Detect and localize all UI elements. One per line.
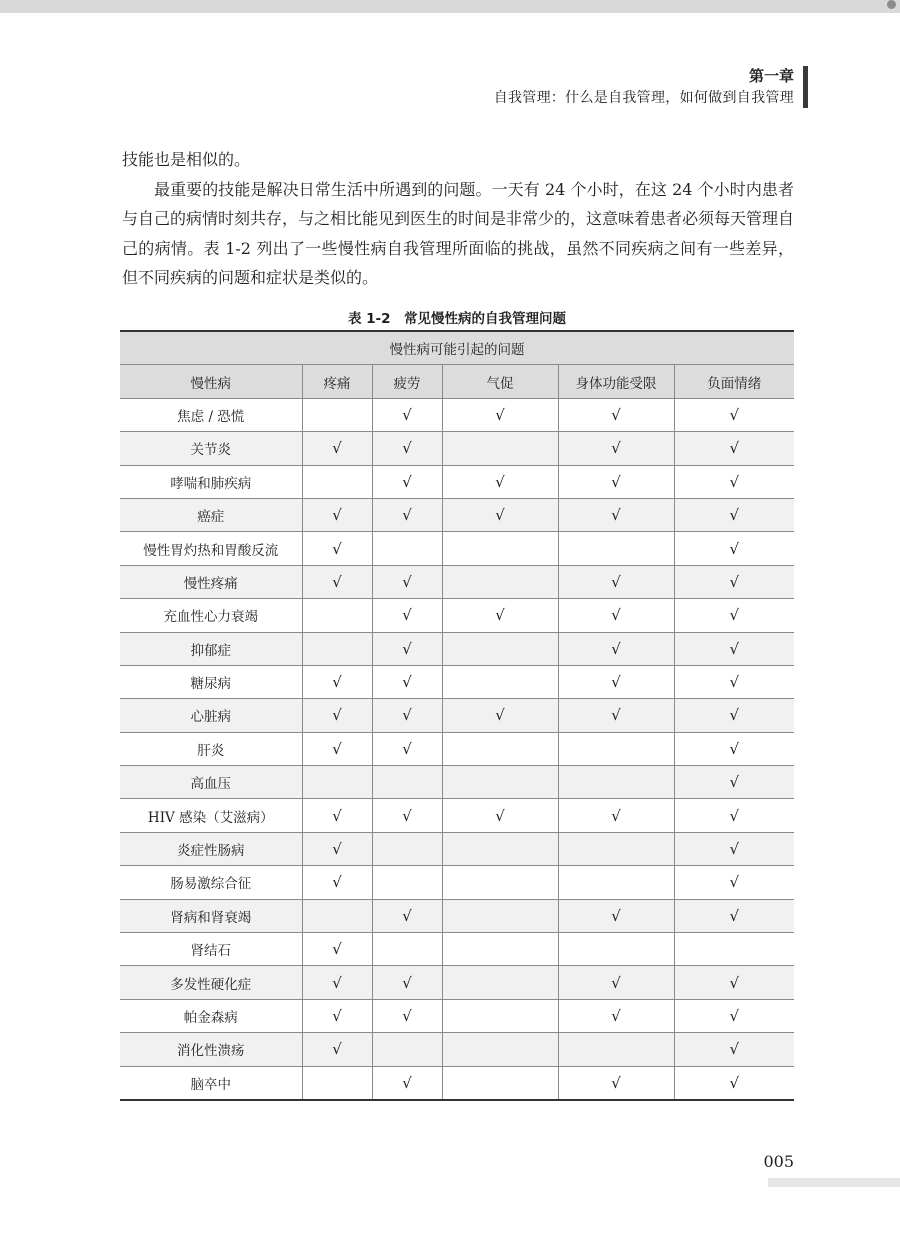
function-cell [558, 766, 674, 799]
function-cell: √ [558, 699, 674, 732]
emotion-cell: √ [674, 398, 794, 431]
disease-cell: 帕金森病 [120, 999, 302, 1032]
table-row [120, 866, 794, 899]
emotion-cell: √ [674, 532, 794, 565]
breath-cell: √ [442, 699, 558, 732]
page-band [768, 1178, 900, 1187]
fatigue-cell [372, 832, 442, 865]
fatigue-cell [372, 933, 442, 966]
emotion-cell: √ [674, 766, 794, 799]
breath-cell [442, 665, 558, 698]
disease-cell: 肾病和肾衰竭 [120, 899, 302, 932]
disease-cell: 心脏病 [120, 699, 302, 732]
function-cell [558, 532, 674, 565]
column-header-disease: 慢性病 [120, 365, 302, 398]
breath-cell [442, 565, 558, 598]
function-cell: √ [558, 498, 674, 531]
pain-cell [302, 465, 372, 498]
fatigue-cell [372, 532, 442, 565]
pain-cell [302, 1066, 372, 1100]
table-row [120, 732, 794, 765]
fatigue-cell: √ [372, 899, 442, 932]
emotion-cell: √ [674, 832, 794, 865]
table-row [120, 398, 794, 431]
table-row [120, 832, 794, 865]
fatigue-cell: √ [372, 498, 442, 531]
fatigue-cell: √ [372, 465, 442, 498]
column-header-pain: 疼痛 [302, 365, 372, 398]
disease-cell: 肝炎 [120, 732, 302, 765]
function-cell: √ [558, 899, 674, 932]
table-row [120, 498, 794, 531]
pain-cell: √ [302, 432, 372, 465]
breath-cell [442, 1033, 558, 1066]
breath-cell: √ [442, 465, 558, 498]
disease-cell: 脑卒中 [120, 1066, 302, 1100]
fatigue-cell: √ [372, 599, 442, 632]
paragraph-2: 最重要的技能是解决日常生活中所遇到的问题。一天有 24 个小时，在这 24 个小时内患者与自己的病情时刻共存，与之相比能见到医生的时间是非常少的，这意味着患者必须每天管理自己的病情。表 1-2 列出了一些慢性病自我管理所面临的挑战，虽然不同疾病之间有一些差异，但不同疾病的问题和症状是类似的。 [122, 179, 795, 287]
function-cell: √ [558, 465, 674, 498]
pain-cell: √ [302, 966, 372, 999]
fatigue-cell [372, 866, 442, 899]
fatigue-cell: √ [372, 665, 442, 698]
function-cell: √ [558, 665, 674, 698]
group-header: 慢性病可能引起的问题 [120, 331, 794, 365]
emotion-cell: √ [674, 465, 794, 498]
disease-cell: 抑郁症 [120, 632, 302, 665]
table-row [120, 999, 794, 1032]
breath-cell [442, 432, 558, 465]
body-text [122, 145, 794, 293]
table-body [120, 398, 794, 1100]
table-row [120, 699, 794, 732]
table-row [120, 966, 794, 999]
emotion-cell [674, 933, 794, 966]
function-cell [558, 866, 674, 899]
disease-cell: 充血性心力衰竭 [120, 599, 302, 632]
emotion-cell: √ [674, 632, 794, 665]
breath-cell [442, 732, 558, 765]
emotion-cell: √ [674, 966, 794, 999]
emotion-cell: √ [674, 665, 794, 698]
column-header-fatigue: 疲劳 [372, 365, 442, 398]
emotion-cell: √ [674, 498, 794, 531]
function-cell: √ [558, 398, 674, 431]
table-row [120, 766, 794, 799]
pain-cell [302, 599, 372, 632]
breath-cell [442, 966, 558, 999]
disease-cell: 哮喘和肺疾病 [120, 465, 302, 498]
header-rule [803, 66, 808, 108]
emotion-cell: √ [674, 565, 794, 598]
pain-cell: √ [302, 565, 372, 598]
disease-cell: 肾结石 [120, 933, 302, 966]
pain-cell: √ [302, 699, 372, 732]
pain-cell: √ [302, 732, 372, 765]
fatigue-cell: √ [372, 999, 442, 1032]
page-number: 005 [763, 1152, 794, 1171]
pain-cell [302, 632, 372, 665]
pain-cell: √ [302, 832, 372, 865]
function-cell: √ [558, 632, 674, 665]
pain-cell: √ [302, 1033, 372, 1066]
paragraph-1: 技能也是相似的。 [122, 150, 251, 169]
chapter-label: 第一章 [748, 67, 794, 85]
pain-cell: √ [302, 999, 372, 1032]
emotion-cell: √ [674, 1033, 794, 1066]
emotion-cell: √ [674, 899, 794, 932]
group-header-row [120, 331, 794, 365]
emotion-cell: √ [674, 732, 794, 765]
emotion-cell: √ [674, 799, 794, 832]
fatigue-cell [372, 1033, 442, 1066]
pain-cell [302, 398, 372, 431]
breath-cell [442, 766, 558, 799]
table-row [120, 899, 794, 932]
breath-cell [442, 999, 558, 1032]
table-row [120, 799, 794, 832]
table-row [120, 1033, 794, 1066]
breath-cell [442, 632, 558, 665]
table-row [120, 665, 794, 698]
table-row [120, 565, 794, 598]
pain-cell: √ [302, 933, 372, 966]
top-bar [0, 0, 900, 13]
table-row [120, 599, 794, 632]
function-cell: √ [558, 966, 674, 999]
pain-cell: √ [302, 532, 372, 565]
breath-cell [442, 866, 558, 899]
column-header-shortness-of-breath: 气促 [442, 365, 558, 398]
fatigue-cell: √ [372, 565, 442, 598]
emotion-cell: √ [674, 866, 794, 899]
corner-dot-icon [887, 0, 896, 9]
table-row [120, 933, 794, 966]
disease-cell: 多发性硬化症 [120, 966, 302, 999]
table-caption: 表 1-2 常见慢性病的自我管理问题 [347, 311, 567, 327]
chapter-subtitle: 自我管理：什么是自我管理，如何做到自我管理 [493, 90, 794, 106]
table-row [120, 465, 794, 498]
emotion-cell: √ [674, 999, 794, 1032]
fatigue-cell [372, 766, 442, 799]
function-cell: √ [558, 799, 674, 832]
emotion-cell: √ [674, 599, 794, 632]
pain-cell: √ [302, 498, 372, 531]
function-cell [558, 732, 674, 765]
breath-cell [442, 532, 558, 565]
disease-cell: 炎症性肠病 [120, 832, 302, 865]
fatigue-cell: √ [372, 732, 442, 765]
disease-cell: HIV 感染（艾滋病） [120, 799, 302, 832]
disease-cell: 消化性溃疡 [120, 1033, 302, 1066]
breath-cell: √ [442, 599, 558, 632]
disease-cell: 糖尿病 [120, 665, 302, 698]
breath-cell: √ [442, 799, 558, 832]
table-row [120, 432, 794, 465]
function-cell: √ [558, 1066, 674, 1100]
function-cell: √ [558, 999, 674, 1032]
disease-cell: 关节炎 [120, 432, 302, 465]
disease-cell: 焦虑 / 恐慌 [120, 398, 302, 431]
disease-cell: 慢性疼痛 [120, 565, 302, 598]
fatigue-cell: √ [372, 699, 442, 732]
emotion-cell: √ [674, 432, 794, 465]
fatigue-cell: √ [372, 632, 442, 665]
column-header-row [120, 365, 794, 398]
table-row [120, 532, 794, 565]
pain-cell: √ [302, 866, 372, 899]
column-header-negative-emotion: 负面情绪 [674, 365, 794, 398]
breath-cell [442, 1066, 558, 1100]
breath-cell [442, 933, 558, 966]
function-cell: √ [558, 565, 674, 598]
emotion-cell: √ [674, 1066, 794, 1100]
function-cell: √ [558, 599, 674, 632]
function-cell [558, 832, 674, 865]
pain-cell: √ [302, 799, 372, 832]
column-header-physical-limitation: 身体功能受限 [558, 365, 674, 398]
chronic-disease-table [120, 330, 794, 1101]
function-cell [558, 933, 674, 966]
fatigue-cell: √ [372, 1066, 442, 1100]
table-row [120, 1066, 794, 1100]
fatigue-cell: √ [372, 398, 442, 431]
breath-cell: √ [442, 498, 558, 531]
pain-cell: √ [302, 665, 372, 698]
disease-cell: 肠易激综合征 [120, 866, 302, 899]
table-row [120, 632, 794, 665]
disease-cell: 慢性胃灼热和胃酸反流 [120, 532, 302, 565]
fatigue-cell: √ [372, 799, 442, 832]
function-cell: √ [558, 432, 674, 465]
function-cell [558, 1033, 674, 1066]
disease-cell: 癌症 [120, 498, 302, 531]
pain-cell [302, 899, 372, 932]
pain-cell [302, 766, 372, 799]
breath-cell [442, 832, 558, 865]
emotion-cell: √ [674, 699, 794, 732]
fatigue-cell: √ [372, 432, 442, 465]
disease-cell: 高血压 [120, 766, 302, 799]
running-header [494, 66, 794, 110]
breath-cell: √ [442, 398, 558, 431]
fatigue-cell: √ [372, 966, 442, 999]
breath-cell [442, 899, 558, 932]
